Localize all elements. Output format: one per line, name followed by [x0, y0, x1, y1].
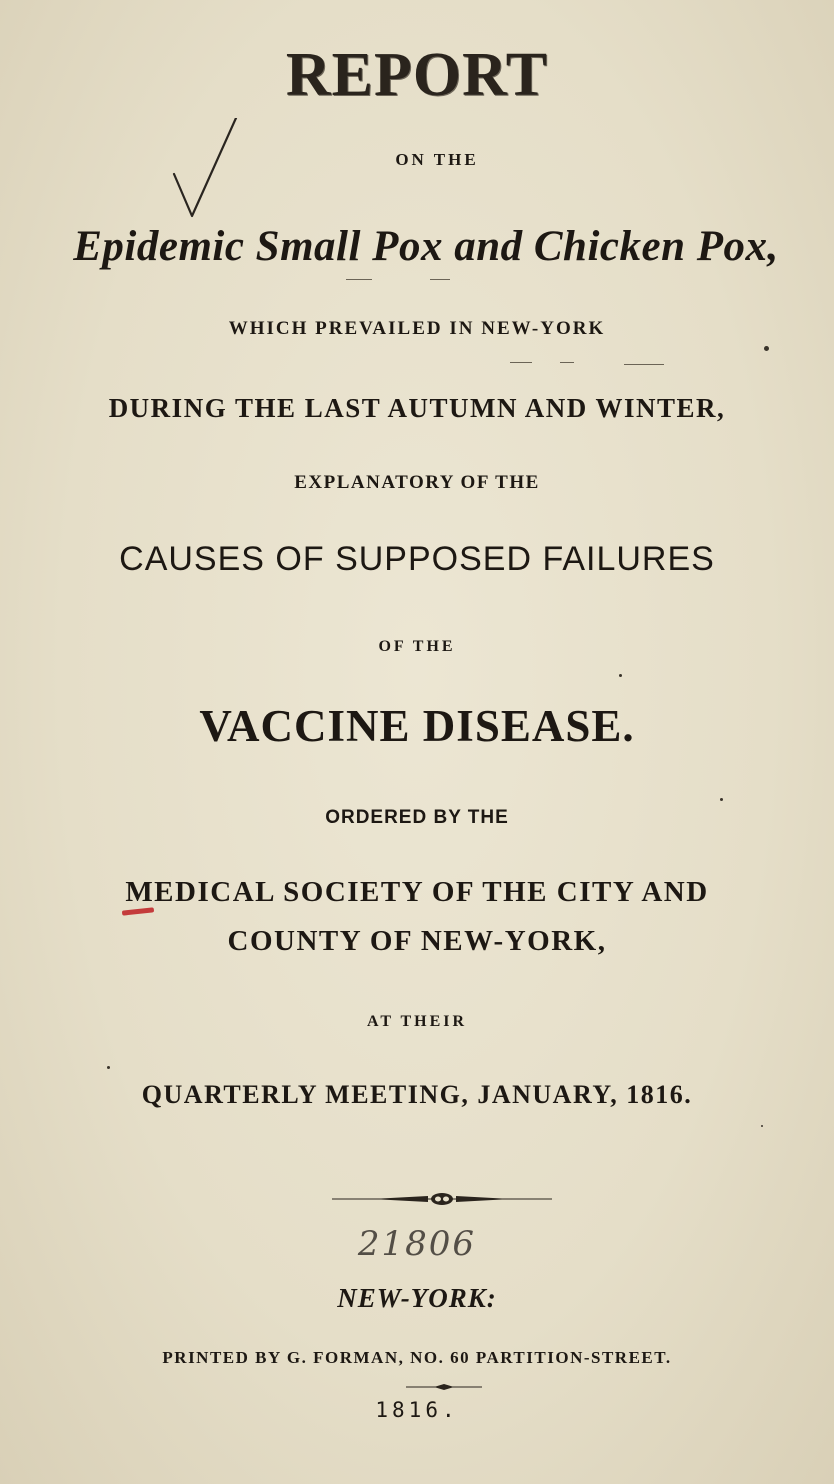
during-line: DURING THE LAST AUTUMN AND WINTER, [108, 393, 726, 423]
pencil-dash [346, 279, 372, 280]
pencil-dash [624, 364, 664, 365]
publication-year: 1816. [375, 1398, 459, 1422]
of-the-line: OF THE [378, 638, 456, 655]
at-their-line: AT THEIR [366, 1013, 468, 1030]
society-line-1: MEDICAL SOCIETY OF THE CITY AND [125, 876, 709, 908]
pencil-dash [430, 279, 450, 280]
report-heading: REPORT [285, 41, 549, 109]
vaccine-disease-title: VACCINE DISEASE. [199, 701, 635, 751]
causes-line: CAUSES OF SUPPOSED FAILURES [119, 540, 715, 578]
printer-line: PRINTED BY G. FORMAN, NO. 60 PARTITION-STREET. [162, 1348, 672, 1367]
pencil-dash [510, 362, 532, 363]
ink-speck [764, 346, 769, 351]
society-line-2: COUNTY OF NEW-YORK, [227, 925, 607, 957]
pencil-dash [560, 362, 574, 363]
ink-speck [107, 1066, 110, 1069]
ink-speck [619, 674, 622, 677]
ink-speck [761, 1125, 763, 1127]
meeting-line: QUARTERLY MEETING, JANUARY, 1816. [141, 1080, 693, 1109]
ordered-by-line: ORDERED BY THE [325, 807, 509, 828]
place-of-publication: NEW-YORK: [337, 1283, 497, 1313]
on-the-line: ON THE [395, 150, 479, 169]
handwritten-accession-number: 21806 [357, 1224, 477, 1264]
ink-speck [720, 798, 723, 801]
explanatory-line: EXPLANATORY OF THE [294, 472, 540, 493]
small-rule-icon [406, 1383, 482, 1391]
which-prevailed-line: WHICH PREVAILED IN NEW-YORK [228, 318, 606, 339]
ornamental-rule-icon [332, 1191, 552, 1207]
subject-title: Epidemic Small Pox and Chicken Pox, [73, 223, 779, 270]
